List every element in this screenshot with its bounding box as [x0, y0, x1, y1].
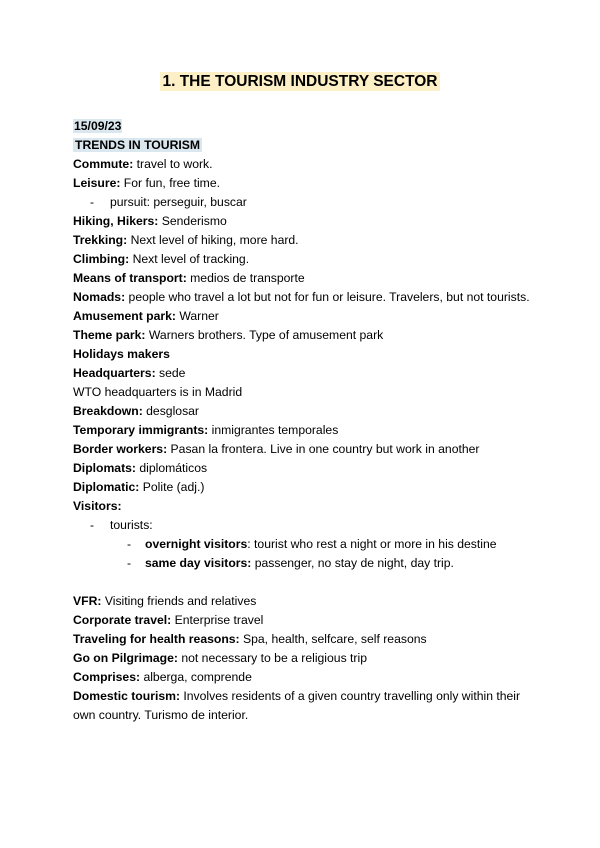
date-line: [73, 117, 533, 136]
entry-term: Temporary immigrants:: [73, 423, 209, 437]
entry-definition: medios de transporte: [186, 271, 305, 285]
entry-definition: people who travel a lot but not for fun or leisure. Travelers, but not tourists.: [125, 290, 530, 304]
entry-term: Trekking:: [73, 233, 128, 247]
glossary-entry: [73, 497, 533, 516]
entry-definition: diplomáticos: [135, 461, 208, 475]
entry-definition: Next level of tracking.: [129, 252, 250, 266]
glossary-entry: [73, 535, 533, 554]
entry-term: Amusement park:: [73, 309, 176, 323]
entry-term: Hiking, Hikers:: [73, 214, 159, 228]
glossary-entry: [73, 649, 533, 668]
document-title: 1. THE TOURISM INDUSTRY SECTOR: [162, 73, 438, 90]
entries-group-c: [73, 402, 533, 516]
glossary-entry: [73, 212, 533, 231]
bullet-tourists: - tourists:: [73, 516, 533, 535]
entry-definition: : tourist who rest a night or more in his destine: [247, 537, 497, 551]
glossary-entry: [73, 668, 533, 687]
entry-term: Traveling for health reasons:: [73, 632, 240, 646]
spacer: [73, 573, 533, 592]
entry-term: Diplomatic:: [73, 480, 140, 494]
notes-content: [73, 117, 533, 725]
glossary-entry: [73, 630, 533, 649]
entry-definition: not necessary to be a religious trip: [177, 651, 367, 665]
glossary-entry: [73, 554, 533, 573]
section-heading: TRENDS IN TOURISM: [75, 138, 201, 152]
entry-definition: Involves residents of a given country travelling only within their own country. Turismo de interior.: [73, 689, 521, 722]
entry-definition: For fun, free time.: [120, 176, 220, 190]
entry-term: Leisure:: [73, 176, 121, 190]
entry-term: Headquarters:: [73, 366, 156, 380]
date-label: 15/09/23: [74, 119, 122, 133]
entry-definition: Senderismo: [158, 214, 227, 228]
entry-definition: Pasan la frontera. Live in one country but work in another: [167, 442, 480, 456]
entry-term: Climbing:: [73, 252, 130, 266]
glossary-entry: [73, 364, 533, 383]
entry-term: Diplomats:: [73, 461, 136, 475]
entry-term: Go on Pilgrimage:: [73, 651, 178, 665]
glossary-entry: [73, 421, 533, 440]
entry-definition: desglosar: [142, 404, 199, 418]
entry-term: Comprises:: [73, 670, 141, 684]
entries-group-d: [73, 592, 533, 725]
entry-term: Breakdown:: [73, 404, 143, 418]
glossary-entry: [73, 345, 533, 364]
wto-line: WTO headquarters is in Madrid: [73, 385, 243, 399]
entry-term: Visitors:: [73, 499, 122, 513]
entry-term: Domestic tourism:: [73, 689, 180, 703]
entry-term: VFR:: [73, 594, 102, 608]
entries-group-b: [73, 212, 533, 383]
bullet-pursuit: - pursuit: perseguir, buscar: [73, 193, 533, 212]
entry-definition: alberga, comprende: [140, 670, 252, 684]
glossary-entry: [73, 231, 533, 250]
glossary-entry: [73, 687, 533, 725]
glossary-entry: [73, 307, 533, 326]
glossary-entry: [73, 402, 533, 421]
visitor-types: [73, 535, 533, 573]
entry-definition: Spa, health, selfcare, self reasons: [239, 632, 427, 646]
entry-definition: Visiting friends and relatives: [101, 594, 257, 608]
entry-term: Corporate travel:: [73, 613, 172, 627]
entry-term: same day visitors:: [145, 556, 252, 570]
entry-definition: Warners brothers. Type of amusement park: [145, 328, 384, 342]
glossary-entry: [73, 288, 533, 307]
entry-definition: inmigrantes temporales: [208, 423, 339, 437]
entry-definition: travel to work.: [133, 157, 213, 171]
glossary-entry: [73, 326, 533, 345]
glossary-entry: [73, 155, 533, 174]
entry-definition: Next level of hiking, more hard.: [127, 233, 299, 247]
entry-term: Holidays makers: [73, 347, 170, 361]
glossary-entry: [73, 611, 533, 630]
entry-definition: Enterprise travel: [171, 613, 264, 627]
entry-term: Nomads:: [73, 290, 126, 304]
entry-term: Border workers:: [73, 442, 168, 456]
glossary-entry: [73, 174, 533, 193]
entry-definition: sede: [155, 366, 186, 380]
glossary-entry: [73, 592, 533, 611]
entry-term: Theme park:: [73, 328, 146, 342]
entry-term: Means of transport:: [73, 271, 187, 285]
glossary-entry: [73, 459, 533, 478]
glossary-entry: [73, 440, 533, 459]
entry-definition: Warner: [175, 309, 219, 323]
entry-term: overnight visitors: [145, 537, 248, 551]
glossary-entry: [73, 478, 533, 497]
entry-term: Commute:: [73, 157, 134, 171]
glossary-entry: [73, 250, 533, 269]
glossary-entry: [73, 269, 533, 288]
entries-group-a: [73, 155, 533, 193]
section-line: [73, 136, 533, 155]
entry-definition: Polite (adj.): [139, 480, 205, 494]
entry-definition: passenger, no stay de night, day trip.: [251, 556, 454, 570]
